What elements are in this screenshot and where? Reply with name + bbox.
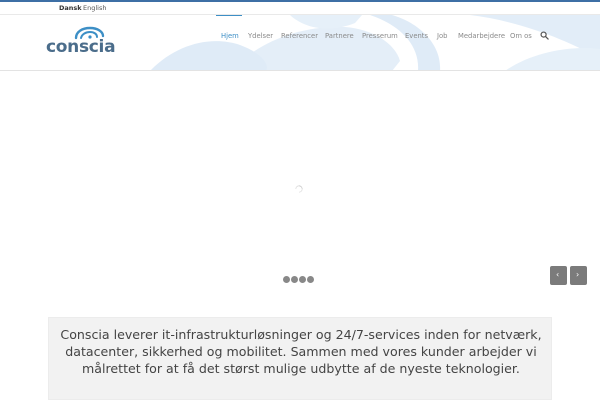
nav-item-job[interactable]: Job [437,32,448,40]
nav-item-om-os[interactable]: Om os [510,32,532,40]
nav-item-medarbejdere[interactable]: Medarbejdere [458,32,506,40]
language-bar [0,0,600,15]
nav-item-ydelser[interactable]: Ydelser [248,32,274,40]
intro-text [49,326,553,377]
intro-line-2: datacenter, sikkerhed og mobilitet. Sammen med vores kunder arbejder vi [65,344,537,359]
conscia-logo[interactable] [46,28,116,58]
intro-box [48,317,552,400]
slider-dot-3[interactable] [299,276,306,283]
spinner-icon [295,185,303,193]
slider-next-button[interactable] [570,266,587,285]
slider-dot-4[interactable] [307,276,314,283]
hero-slider [0,72,600,302]
nav-item-events[interactable]: Events [405,32,429,40]
nav-active-indicator [216,15,242,16]
intro-line-1: Conscia leverer it-infrastrukturløsninger og 24/7-services inden for netværk, [60,327,542,342]
search-icon[interactable] [540,31,549,40]
nav-item-partnere[interactable]: Partnere [325,32,354,40]
logo-text: conscia [46,37,116,57]
chevron-left-icon: ‹ [556,270,560,279]
language-english-link[interactable]: English [83,4,107,12]
slider-dot-2[interactable] [291,276,298,283]
language-danish-link[interactable]: Dansk [59,4,82,12]
slider-prev-button[interactable] [550,266,567,285]
nav-item-presserum[interactable]: Presserum [362,32,398,40]
slider-dot-1[interactable] [283,276,290,283]
nav-item-referencer[interactable]: Referencer [281,32,319,40]
nav-item-hjem[interactable]: Hjem [221,32,239,40]
intro-line-3: målrettet for at få det størst mulige udbytte af de nyeste teknologier. [82,361,520,376]
chevron-right-icon: › [576,270,580,279]
site-header [0,15,600,71]
